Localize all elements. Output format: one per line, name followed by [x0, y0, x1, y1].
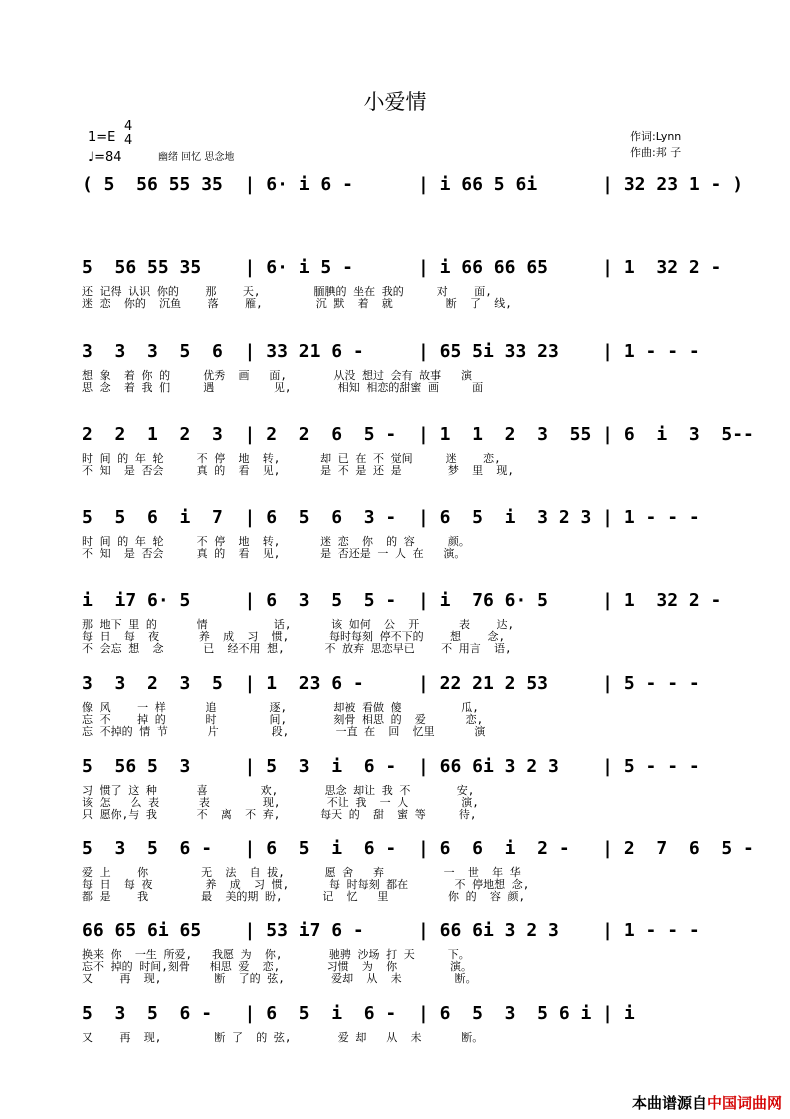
lyric-line: 那 地下 里 的 情 话, 该 如何 公 开 表 达, [82, 618, 515, 631]
footer-source-label: 本曲谱源自 [631, 1094, 707, 1112]
lyric-line: 都 是 我 最 美的期 盼, 记 忆 里 你 的 容 颜, [82, 890, 526, 903]
lyric-line: 还 记得 认识 你的 那 天, 腼腆的 坐在 我的 对 面, [82, 285, 492, 298]
lyric-line: 忘不 掉的 时间,刻骨 相思 爱 恋, 习惯 为 你 演。 [82, 960, 473, 973]
tempo-mark [88, 150, 122, 165]
lyricist: 作词:Lynn [630, 130, 682, 143]
footer-source-site: 中国词曲网 [706, 1094, 782, 1112]
footer-source [632, 1092, 782, 1113]
lyric-line: 每 日 每 夜 养 成 习 惯, 每 时每刻 都在 不 停地想 念, [82, 878, 530, 891]
composer: 作曲:邦 子 [630, 146, 682, 159]
note-line: 5 5 6 i 7 | 6 5 6 3 - | 6 5 i 3 2 3 | 1 - - - [82, 507, 700, 528]
lyric-line: 不 知 是 否会 真 的 看 见, 是 否还是 一 人 在 演。 [82, 547, 466, 560]
note-line: 66 65 6i 65 | 53 i7 6 - | 66 6i 3 2 3 | 1 - - - [82, 920, 700, 941]
tempo-value: =84 [94, 150, 122, 165]
note-line: ( 5 56 55 35 | 6· i 6 - | i 66 5 6i | 32 23 1 - ) [82, 174, 744, 195]
lyric-line: 又 再 现, 断 了的 弦, 爱却 从 未 断。 [82, 972, 477, 985]
note-line: 2 2 1 2 3 | 2 2 6 5 - | 1 1 2 3 55 | 6 i 3 5-- [82, 424, 754, 445]
lyric-line: 忘 不掉的 情 节 片 段, 一直 在 回 忆里 演 [82, 725, 486, 738]
lyric-line: 换来 你 一生 所爱, 我愿 为 你, 驰骋 沙场 打 天 下。 [82, 948, 470, 961]
key-label: 1=E [88, 130, 116, 145]
time-signature [124, 120, 132, 148]
lyric-line: 每 日 每 夜 养 成 习 惯, 每时每刻 停不下的 想 念, [82, 630, 506, 643]
lyric-line: 想 象 着 你 的 优秀 画 面, 从没 想过 会有 故事 演 [82, 369, 473, 382]
time-bottom: 4 [124, 133, 133, 148]
lyric-line: 忘 不 掉 的 时 间, 刻骨 相思 的 爱 恋, [82, 713, 484, 726]
lyric-line: 爱 上 你 无 法 自 拔, 愿 舍 弃 一 世 年 华 [82, 866, 521, 879]
lyric-line: 时 间 的 年 轮 不 停 地 转, 迷 恋 你 的 容 颜。 [82, 535, 470, 548]
note-line: 5 56 55 35 | 6· i 5 - | i 66 66 65 | 1 32 2 - [82, 257, 722, 278]
lyric-line: 思 念 着 我 们 遇 见, 相知 相恋的甜蜜 画 面 [82, 381, 484, 394]
lyric-line: 习 惯了 这 种 喜 欢, 思念 却让 我 不 安, [82, 784, 475, 797]
note-line: 5 56 5 3 | 5 3 i 6 - | 66 6i 3 2 3 | 5 - - - [82, 756, 700, 777]
note-line: 3 3 3 5 6 | 33 21 6 - | 65 5i 33 23 | 1 - - - [82, 341, 700, 362]
lyric-line: 只 愿你,与 我 不 离 不 弃, 每天 的 甜 蜜 等 待, [82, 808, 477, 821]
page-title: 小爱情 [363, 90, 427, 114]
note-line: i i7 6· 5 | 6 3 5 5 - | i 76 6· 5 | 1 32 2 - [82, 590, 722, 611]
lyric-line: 该 怎 么 表 表 现, 不让 我 一 人 演, [82, 796, 479, 809]
note-line: 5 3 5 6 - | 6 5 i 6 - | 6 5 3 5 6 i | i [82, 1003, 635, 1024]
lyric-line: 像 风 一 样 追 逐, 却被 看做 傻 瓜, [82, 701, 479, 714]
mood-marking: 幽绪 回忆 思念地 [158, 152, 235, 163]
quarter-note-icon: ♩ [88, 150, 95, 165]
lyric-line: 不 知 是 否会 真 的 看 见, 是 不 是 还 是 梦 里 现, [82, 464, 515, 477]
lyric-line: 迷 恋 你的 沉鱼 落 雁, 沉 默 着 就 断 了 线, [82, 297, 512, 310]
note-line: 5 3 5 6 - | 6 5 i 6 - | 6 6 i 2 - | 2 7 6 5 - [82, 838, 754, 859]
time-top: 4 [124, 119, 133, 134]
lyric-line: 时 间 的 年 轮 不 停 地 转, 却 已 在 不 觉间 迷 恋, [82, 452, 501, 465]
lyric-line: 又 再 现, 断 了 的 弦, 爱 却 从 未 断。 [82, 1031, 484, 1044]
lyric-line: 不 会忘 想 念 已 经不用 想, 不 放弃 思恋早已 不 用言 语, [82, 642, 512, 655]
note-line: 3 3 2 3 5 | 1 23 6 - | 22 21 2 53 | 5 - - - [82, 673, 700, 694]
key-signature [88, 130, 115, 145]
